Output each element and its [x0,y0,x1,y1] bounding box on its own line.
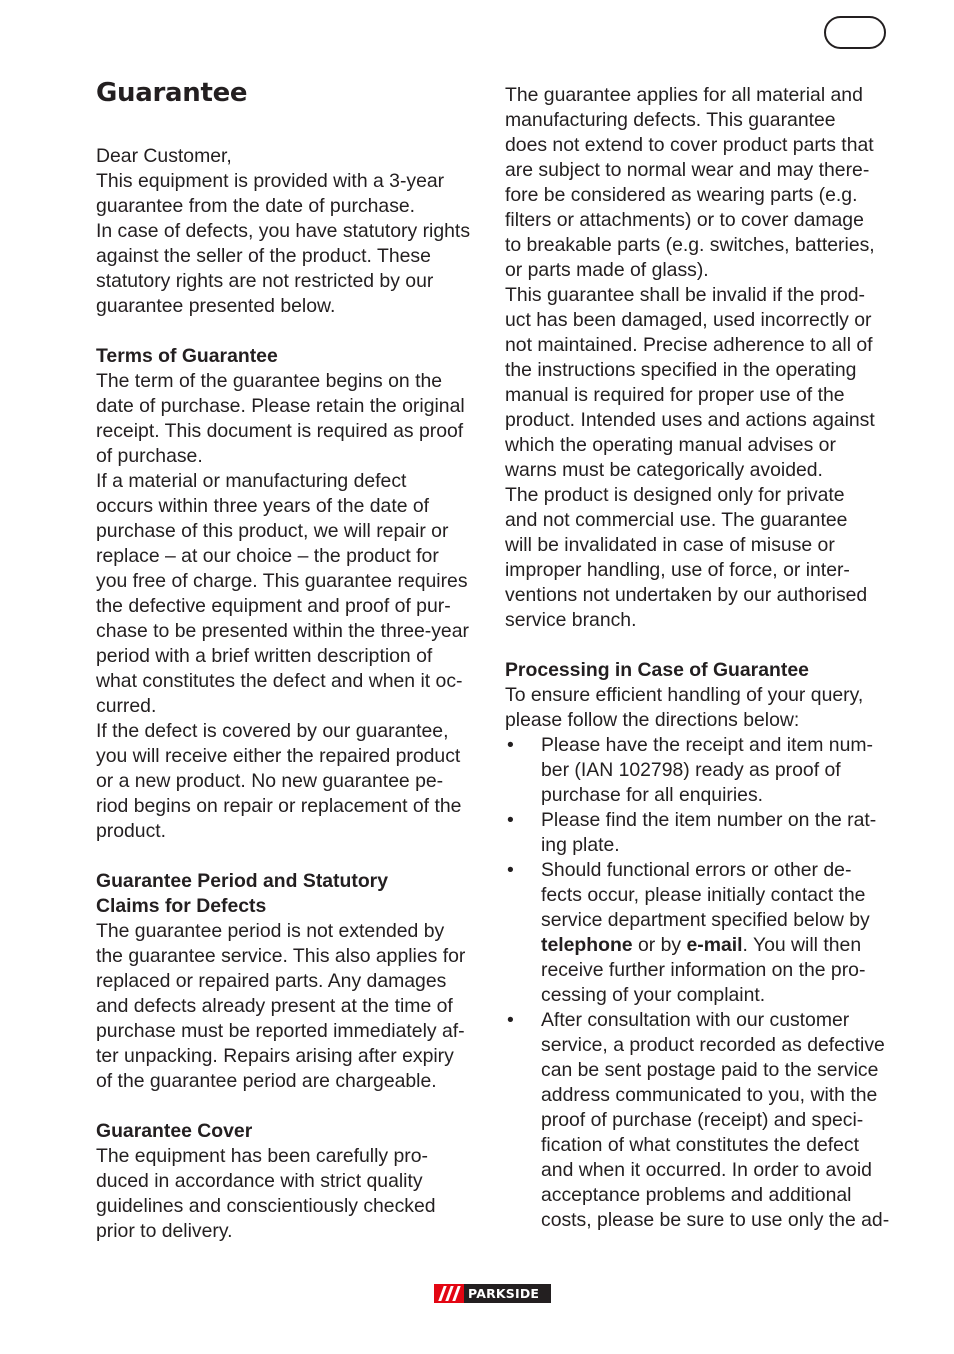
text-line: service, a product recorded as defective [541,1034,885,1056]
text-line: improper handling, use of force, or inter- [505,559,850,581]
spacer [96,319,486,344]
language-badge [824,16,886,49]
period-paragraph [96,919,486,1094]
text-line: replace – at our choice – the product for [96,545,439,567]
text-line: prior to delivery. [96,1220,233,1242]
spacer [96,119,486,144]
text-line: curred. [96,695,157,717]
text-line: receipt. This document is required as proof [96,420,464,442]
text-line: ing plate. [541,834,620,856]
bullet-icon: • [507,1009,514,1031]
text-line: The term of the guarantee begins on the [96,370,443,392]
cover-paragraph [96,1144,486,1244]
text-line: purchase must be reported immediately af- [96,1020,465,1042]
spacer [96,844,486,869]
text-line: product. [96,820,167,842]
text-line: If the defect is covered by our guarantee, [96,720,449,742]
text-line: service department specified below by [541,909,870,931]
spacer [96,1094,486,1119]
bullet-item-rating-plate [505,808,895,858]
text-line: and when it occurred. In order to avoid [541,1159,872,1181]
text-line: acceptance problems and additional [541,1184,852,1206]
text-line: will be invalidated in case of misuse or [505,534,835,556]
text-line: guarantee presented below. [96,295,336,317]
text-line: occurs within three years of the date of [96,495,430,517]
section-heading-terms: Terms of Guarantee [96,345,278,367]
text-line: of the guarantee period are chargeable. [96,1070,437,1092]
text-line: Please find the item number on the rat- [541,809,877,831]
logo-stripes-icon [434,1284,464,1303]
text-line: date of purchase. Please retain the original [96,395,465,417]
page-title: Guarantee [96,78,248,108]
text-line: warns must be categorically avoided. [505,459,823,481]
telephone-label: telephone [541,934,633,956]
brand-name: PARKSIDE [468,1286,540,1301]
text-line: duced in accordance with strict quality [96,1170,423,1192]
bullet-item-contact [505,858,895,1008]
text-line: please follow the directions below: [505,709,800,731]
text-line: fore be considered as wearing parts (e.g. [505,184,858,206]
bullet-icon: • [507,859,514,881]
parkside-logo [434,1284,551,1303]
bullet-item-receipt [505,733,895,808]
connector-text: or by [632,934,687,956]
text-line: uct has been damaged, used incorrectly or [505,309,872,331]
bullet-item-send-product [505,1008,895,1233]
cover-continued-paragraph [505,83,895,633]
text-line: Please have the receipt and item num- [541,734,873,756]
text-line: fects occur, please initially contact the [541,884,866,906]
text-line: which the operating manual advises or [505,434,836,456]
text-line: ventions not undertaken by our authorised [505,584,868,606]
email-label: e-mail [686,934,743,956]
intro-paragraph [96,169,486,319]
text-line: against the seller of the product. These [96,245,431,267]
text-line: statutory rights are not restricted by our [96,270,434,292]
text-line: service branch. [505,609,637,631]
section-heading-cover: Guarantee Cover [96,1120,253,1142]
text-line: chase to be presented within the three-year [96,620,469,642]
text-line: you will receive either the repaired product [96,745,461,767]
section-heading-period-line2: Claims for Defects [96,895,267,917]
bullet-icon: • [507,809,514,831]
text-line: To ensure efficient handling of your query, [505,684,864,706]
text-line: The guarantee applies for all material and [505,84,863,106]
text-line: cessing of your complaint. [541,984,766,1006]
text-line: filters or attachments) or to cover damage [505,209,864,231]
greeting: Dear Customer, [96,145,232,167]
text-line: costs, please be sure to use only the ad- [541,1209,890,1231]
text-line: not maintained. Precise adherence to all of [505,334,873,356]
left-column [96,80,486,1244]
text-line: address communicated to you, with the [541,1084,878,1106]
text-line: manual is required for proper use of the [505,384,845,406]
text-line: This equipment is provided with a 3-year [96,170,445,192]
text-line: you free of charge. This guarantee requires [96,570,468,592]
text-line: product. Intended uses and actions against [505,409,875,431]
text-line: The equipment has been carefully pro- [96,1145,428,1167]
text-line: manufacturing defects. This guarantee [505,109,836,131]
text-line: The product is designed only for private [505,484,845,506]
text-line: After consultation with our customer [541,1009,850,1031]
bullet-icon: • [507,734,514,756]
text-line: does not extend to cover product parts that [505,134,874,156]
text-line: or a new product. No new guarantee pe- [96,770,444,792]
text-line: ber (IAN 102798) ready as proof of [541,759,841,781]
text-line: If a material or manufacturing defect [96,470,407,492]
text-line: The guarantee period is not extended by [96,920,445,942]
text-line: purchase of this product, we will repair or [96,520,449,542]
connector-text: . You will then [742,934,862,956]
text-line: fication of what constitutes the defect [541,1134,859,1156]
text-line: to breakable parts (e.g. switches, batteries, [505,234,875,256]
right-column [505,83,895,1233]
text-line: the guarantee service. This also applies for [96,945,466,967]
text-line: or parts made of glass). [505,259,709,281]
text-line: guidelines and conscientiously checked [96,1195,436,1217]
section-heading-processing: Processing in Case of Guarantee [505,659,809,681]
text-line: ter unpacking. Repairs arising after expiry [96,1045,454,1067]
terms-paragraph [96,369,486,844]
text-line: of purchase. [96,445,203,467]
spacer [505,633,895,658]
text-line: guarantee from the date of purchase. [96,195,416,217]
text-line: riod begins on repair or replacement of the [96,795,462,817]
text-line-contact-methods [541,933,895,958]
text-line: receive further information on the pro- [541,959,866,981]
text-line: Should functional errors or other de- [541,859,852,881]
text-line: and not commercial use. The guarantee [505,509,848,531]
text-line: purchase for all enquiries. [541,784,764,806]
text-line: the defective equipment and proof of pur- [96,595,451,617]
text-line: are subject to normal wear and may there- [505,159,870,181]
text-line: period with a brief written description of [96,645,433,667]
text-line: the instructions specified in the operating [505,359,857,381]
text-line: what constitutes the defect and when it oc- [96,670,463,692]
text-line: replaced or repaired parts. Any damages [96,970,447,992]
text-line: This guarantee shall be invalid if the prod- [505,284,866,306]
text-line: and defects already present at the time of [96,995,453,1017]
text-line: can be sent postage paid to the service [541,1059,879,1081]
section-heading-period: Guarantee Period and Statutory [96,870,388,892]
text-line: In case of defects, you have statutory rights [96,220,471,242]
text-line: proof of purchase (receipt) and speci- [541,1109,864,1131]
